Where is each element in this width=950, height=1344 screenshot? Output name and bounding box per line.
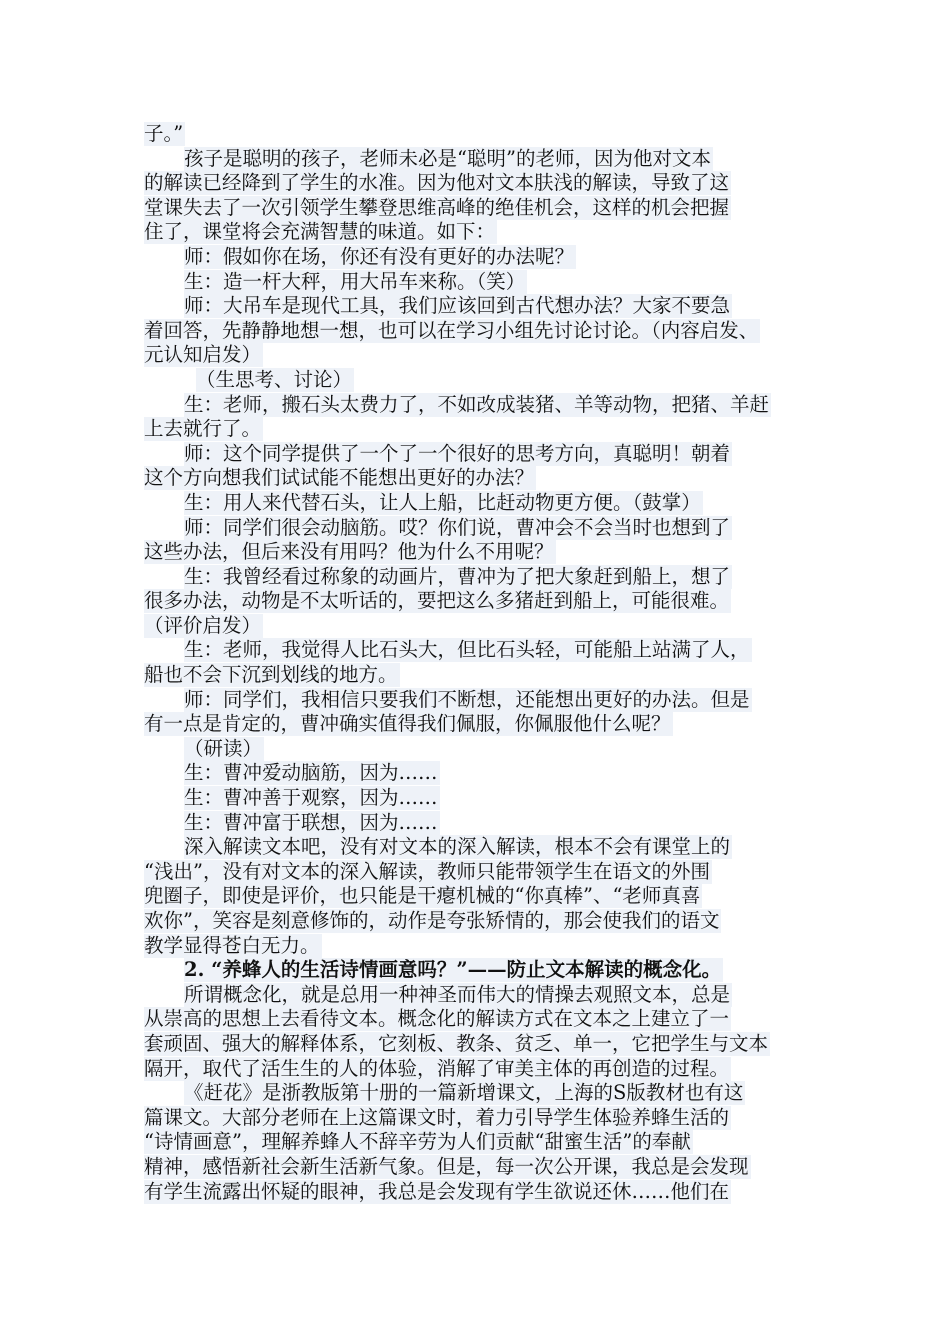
text-line-content: 生：曹冲富于联想，因为……: [184, 810, 438, 834]
text-line: [144, 466, 814, 491]
text-line-content: “浅出”，没有对文本的深入解读，教师只能带领学生在语文的外围: [144, 859, 710, 883]
text-line-content: 孩子是聪明的孩子，老师未必是“聪明”的老师，因为他对文本: [184, 146, 711, 170]
text-line-content: 元认知启发）: [144, 343, 262, 367]
text-line: [144, 860, 814, 885]
text-line: [144, 196, 814, 221]
text-line-content: 上去就行了。: [144, 417, 262, 441]
text-line-content: 精神，感悟新社会新生活新气象。但是，每一次公开课，我总是会发现: [144, 1154, 749, 1178]
text-line: [144, 245, 814, 270]
text-line: [144, 1007, 814, 1032]
text-line-content: （研读）: [184, 736, 263, 760]
text-line-content: 兜圈子，即使是评价，也只能是干瘪机械的“你真棒”、“老师真喜: [144, 884, 701, 908]
text-line: [144, 761, 814, 786]
text-line-content: 所谓概念化，就是总用一种神圣而伟大的情操去观照文本，总是: [184, 982, 731, 1006]
text-line: [144, 319, 814, 344]
text-line-content: 师：大吊车是现代工具，我们应该回到古代想办法？大家不要急: [184, 294, 731, 318]
text-line: [144, 1130, 814, 1155]
text-line: [144, 1032, 814, 1057]
text-line: [144, 835, 814, 860]
text-line-content: 篇课文。大部分老师在上这篇课文时，着力引导学生体验养蜂生活的: [144, 1105, 730, 1129]
text-line-content: 生：曹冲爱动脑筋，因为……: [184, 761, 438, 785]
text-line-content: 师：同学们，我相信只要我们不断想，还能想出更好的办法。但是: [184, 687, 750, 711]
text-line: [144, 540, 814, 565]
text-line: [144, 638, 814, 663]
text-line: [144, 909, 814, 934]
text-line: [144, 884, 814, 909]
text-line: [144, 122, 814, 147]
text-line-content: 师：假如你在场，你还有没有更好的办法呢？: [184, 244, 575, 268]
text-line-content: 师：同学们很会动脑筋。哎？你们说，曹冲会不会当时也想到了: [184, 515, 731, 539]
section-heading-line: [144, 958, 814, 983]
text-line-content: （生思考、讨论）: [196, 367, 353, 391]
text-line-content: 生：老师，我觉得人比石头大，但比石头轻，可能船上站满了人，: [184, 638, 750, 662]
text-line: [144, 1155, 814, 1180]
text-line: [144, 688, 814, 713]
text-line-content: 有一点是肯定的，曹冲确实值得我们佩服，你佩服他什么呢？: [144, 712, 671, 736]
text-line: [144, 614, 814, 639]
text-line: [144, 983, 814, 1008]
text-line-content: 生：曹冲善于观察，因为……: [184, 786, 438, 810]
text-line-content: 生：我曾经看过称象的动画片，曹冲为了把大象赶到船上，想了: [184, 564, 731, 588]
text-line-content: 这些办法，但后来没有用吗？他为什么不用呢？: [144, 540, 554, 564]
text-line: [144, 1057, 814, 1082]
text-line: [144, 171, 814, 196]
text-line-content: 2. “养蜂人的生活诗情画意吗？”——防止文本解读的概念化。: [184, 958, 722, 982]
text-line-content: 教学显得苍白无力。: [144, 933, 320, 957]
text-line: [144, 1081, 814, 1106]
text-line-content: 的解读已经降到了学生的水准。因为他对文本肤浅的解读，导致了这: [144, 171, 730, 195]
text-line: [144, 934, 814, 959]
text-line: [144, 147, 814, 172]
text-line-content: 深入解读文本吧，没有对文本的深入解读，根本不会有课堂上的: [184, 835, 731, 859]
text-line-content: 着回答，先静静地想一想，也可以在学习小组先讨论讨论。（内容启发、: [144, 318, 759, 342]
text-line: [144, 589, 814, 614]
text-line: [144, 491, 814, 516]
text-line-content: 生：造一杆大秤，用大吊车来称。（笑）: [184, 269, 526, 293]
text-line-content: 生：老师，搬石头太费力了，不如改成装猪、羊等动物，把猪、羊赶: [184, 392, 770, 416]
text-line: [144, 417, 814, 442]
text-line-content: 《赶花》是浙教版第十册的一篇新增课文，上海的S版教材也有这: [184, 1081, 744, 1105]
text-line-content: 这个方向想我们试试能不能想出更好的办法？: [144, 466, 535, 490]
text-line: [144, 1180, 814, 1205]
text-line-content: 师：这个同学提供了一个了一个很好的思考方向，真聪明！朝着: [184, 441, 731, 465]
text-line: [144, 565, 814, 590]
text-line: [144, 1106, 814, 1131]
text-line-content: 船也不会下沉到划线的地方。: [144, 663, 398, 687]
text-line-content: 子。”: [144, 122, 184, 145]
text-line: [144, 786, 814, 811]
text-line-content: 堂课失去了一次引领学生攀登思维高峰的绝佳机会，这样的机会把握: [144, 195, 730, 219]
text-line: [144, 368, 814, 393]
text-line-content: 从崇高的思想上去看待文本。概念化的解读方式在文本之上建立了一: [144, 1007, 730, 1031]
text-line-content: 住了，课堂将会充满智慧的味道。如下：: [144, 220, 496, 244]
text-line: [144, 442, 814, 467]
text-line: [144, 811, 814, 836]
text-line-content: 欢你”，笑容是刻意修饰的，动作是夸张矫情的，那会使我们的语文: [144, 909, 720, 932]
text-line: [144, 737, 814, 762]
text-line-content: 隔开，取代了活生生的人的体验，消解了审美主体的再创造的过程。: [144, 1056, 730, 1080]
text-line: [144, 294, 814, 319]
text-line-content: （评价启发）: [144, 613, 262, 637]
text-line-content: “诗情画意”，理解养蜂人不辞辛劳为人们贡献“甜蜜生活”的奉献: [144, 1130, 691, 1154]
text-line-content: 有学生流露出怀疑的眼神，我总是会发现有学生欲说还休……他们在: [144, 1179, 730, 1203]
text-line: [144, 220, 814, 245]
text-line: [144, 712, 814, 737]
text-line: [144, 663, 814, 688]
text-line-content: 很多办法，动物是不太听话的，要把这么多猪赶到船上，可能很难。: [144, 589, 730, 613]
text-line-content: 套顽固、强大的解释体系，它刻板、教条、贫乏、单一，它把学生与文本: [144, 1031, 769, 1055]
text-line-content: 生：用人来代替石头，让人上船，比赶动物更方便。（鼓掌）: [184, 490, 701, 514]
text-line: [144, 516, 814, 541]
body-text: [144, 122, 814, 1204]
text-line: [144, 343, 814, 368]
text-line: [144, 270, 814, 295]
text-line: [144, 393, 814, 418]
